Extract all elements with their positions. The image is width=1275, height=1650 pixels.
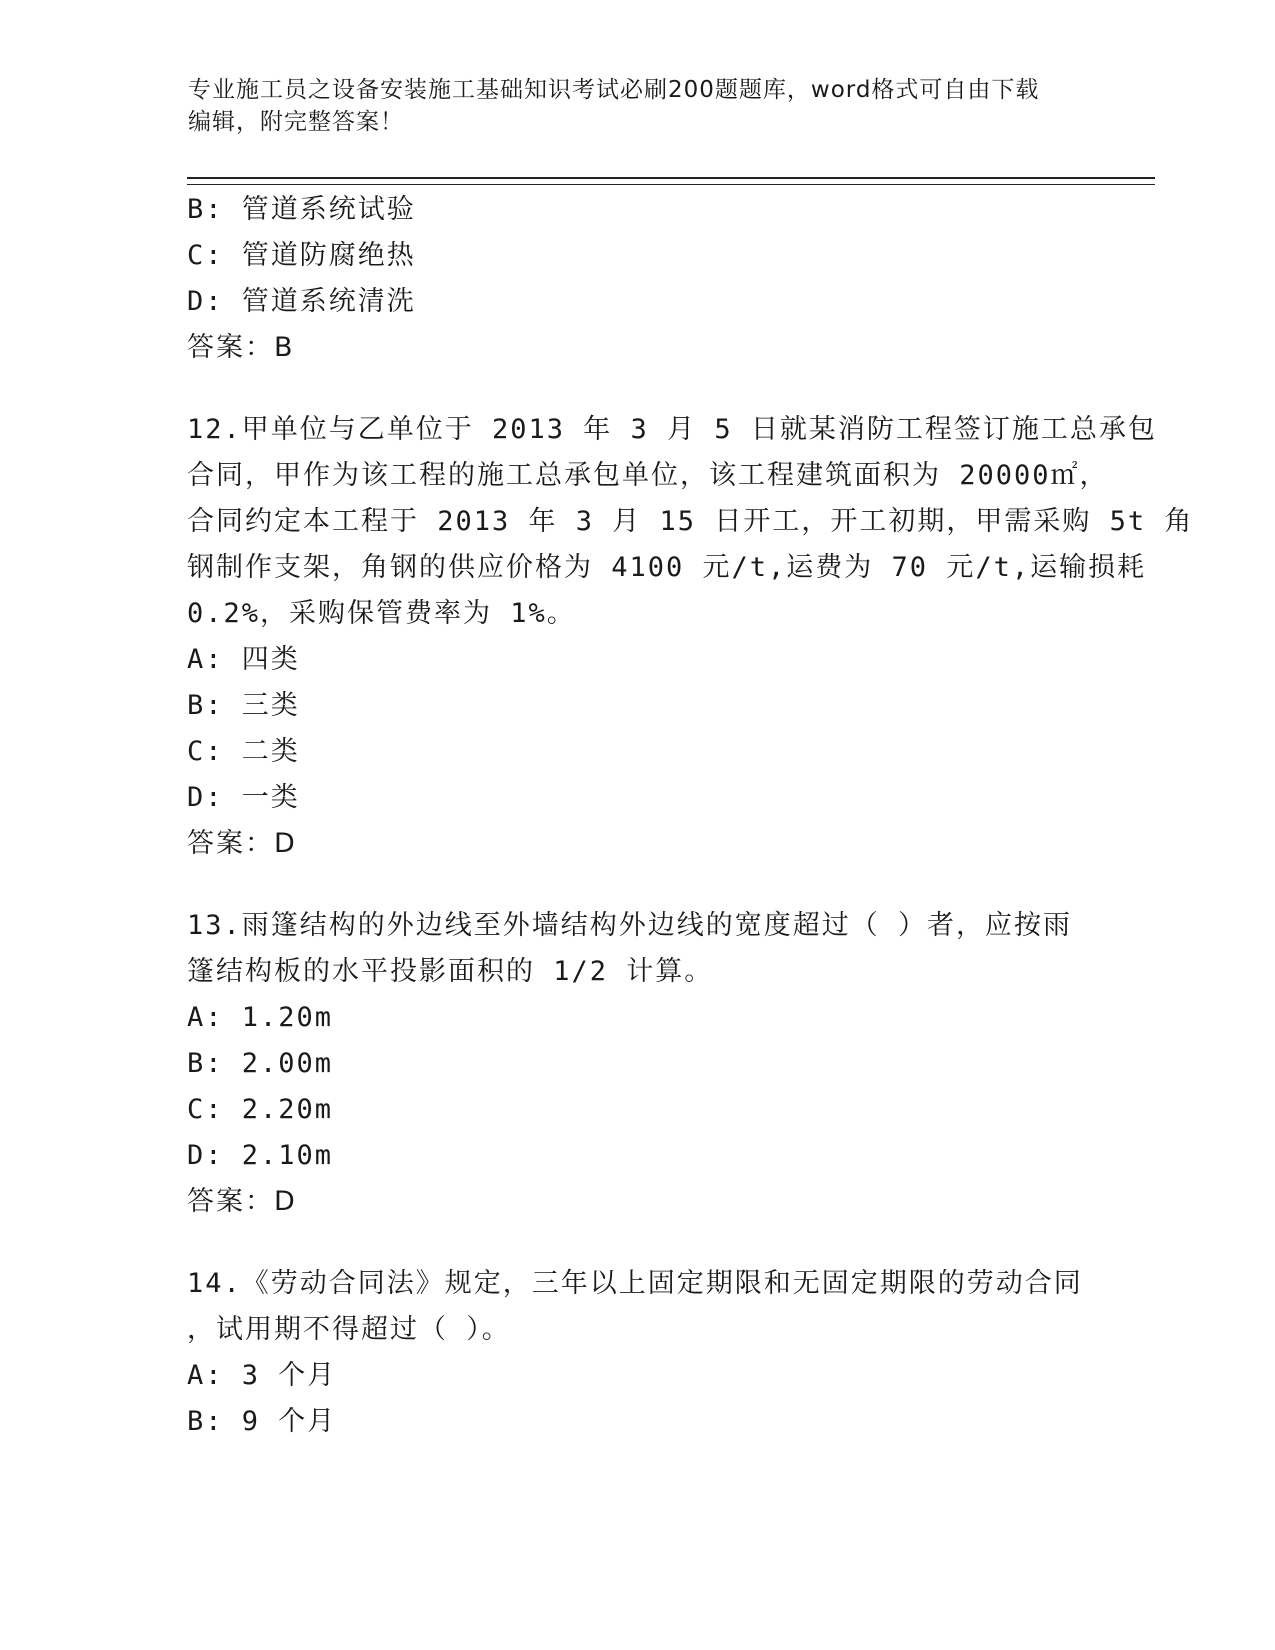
question-14 [187, 1261, 1087, 1445]
question-11-fragment [187, 187, 1087, 371]
question-text-line: 0.2%，采购保管费率为 1%。 [187, 598, 576, 629]
option-c: C: 二类 [187, 736, 300, 767]
spacer [187, 1225, 1087, 1261]
option-c: C: 管道防腐绝热 [187, 240, 416, 271]
question-text-line: 篷结构板的水平投影面积的 1/2 计算。 [187, 956, 714, 987]
option-b: B: 2.00m [187, 1048, 334, 1079]
question-text [187, 903, 1073, 995]
question-list [187, 187, 1194, 1445]
option-a: A: 1.20m [187, 1002, 334, 1033]
answer-line: 答案：B [187, 332, 295, 363]
header-title-line-2: 编辑，附完整答案！ [188, 109, 404, 135]
option-d: D: 一类 [187, 782, 300, 813]
option-a: A: 3 个月 [187, 1360, 337, 1391]
option-d: D: 管道系统清洗 [187, 286, 416, 317]
question-text-line: ，试用期不得超过（ ）。 [187, 1314, 511, 1345]
answer-line: 答案：D [187, 1186, 297, 1217]
header-divider [187, 177, 1155, 185]
question-text [187, 1261, 1083, 1353]
question-13 [187, 903, 1087, 1225]
question-12 [187, 407, 1194, 867]
option-b: B: 9 个月 [187, 1406, 337, 1437]
page-header [188, 74, 1088, 138]
spacer [187, 371, 1087, 407]
question-text-line: 13.雨篷结构的外边线至外墙结构外边线的宽度超过（ ）者，应按雨 [187, 910, 1073, 941]
question-text-line: 14.《劳动合同法》规定，三年以上固定期限和无固定期限的劳动合同 [187, 1268, 1083, 1299]
option-b: B: 三类 [187, 690, 300, 721]
question-text [187, 407, 1194, 637]
question-text-line: 钢制作支架，角钢的供应价格为 4100 元/t,运费为 70 元/t,运输损耗 [187, 552, 1147, 583]
header-title-line-1: 专业施工员之设备安装施工基础知识考试必刷200题题库，word格式可自由下载 [188, 77, 1040, 103]
option-b: B: 管道系统试验 [187, 194, 416, 225]
spacer [187, 867, 1087, 903]
question-text-line: 合同，甲作为该工程的施工总承包单位，该工程建筑面积为 20000㎡， [187, 460, 1109, 491]
option-c: C: 2.20m [187, 1094, 334, 1125]
option-d: D: 2.10m [187, 1140, 334, 1171]
option-a: A: 四类 [187, 644, 300, 675]
question-text-line: 12.甲单位与乙单位于 2013 年 3 月 5 日就某消防工程签订施工总承包 [187, 414, 1157, 445]
answer-line: 答案：D [187, 828, 297, 859]
question-text-line: 合同约定本工程于 2013 年 3 月 15 日开工，开工初期，甲需采购 5t 角 [187, 506, 1194, 537]
